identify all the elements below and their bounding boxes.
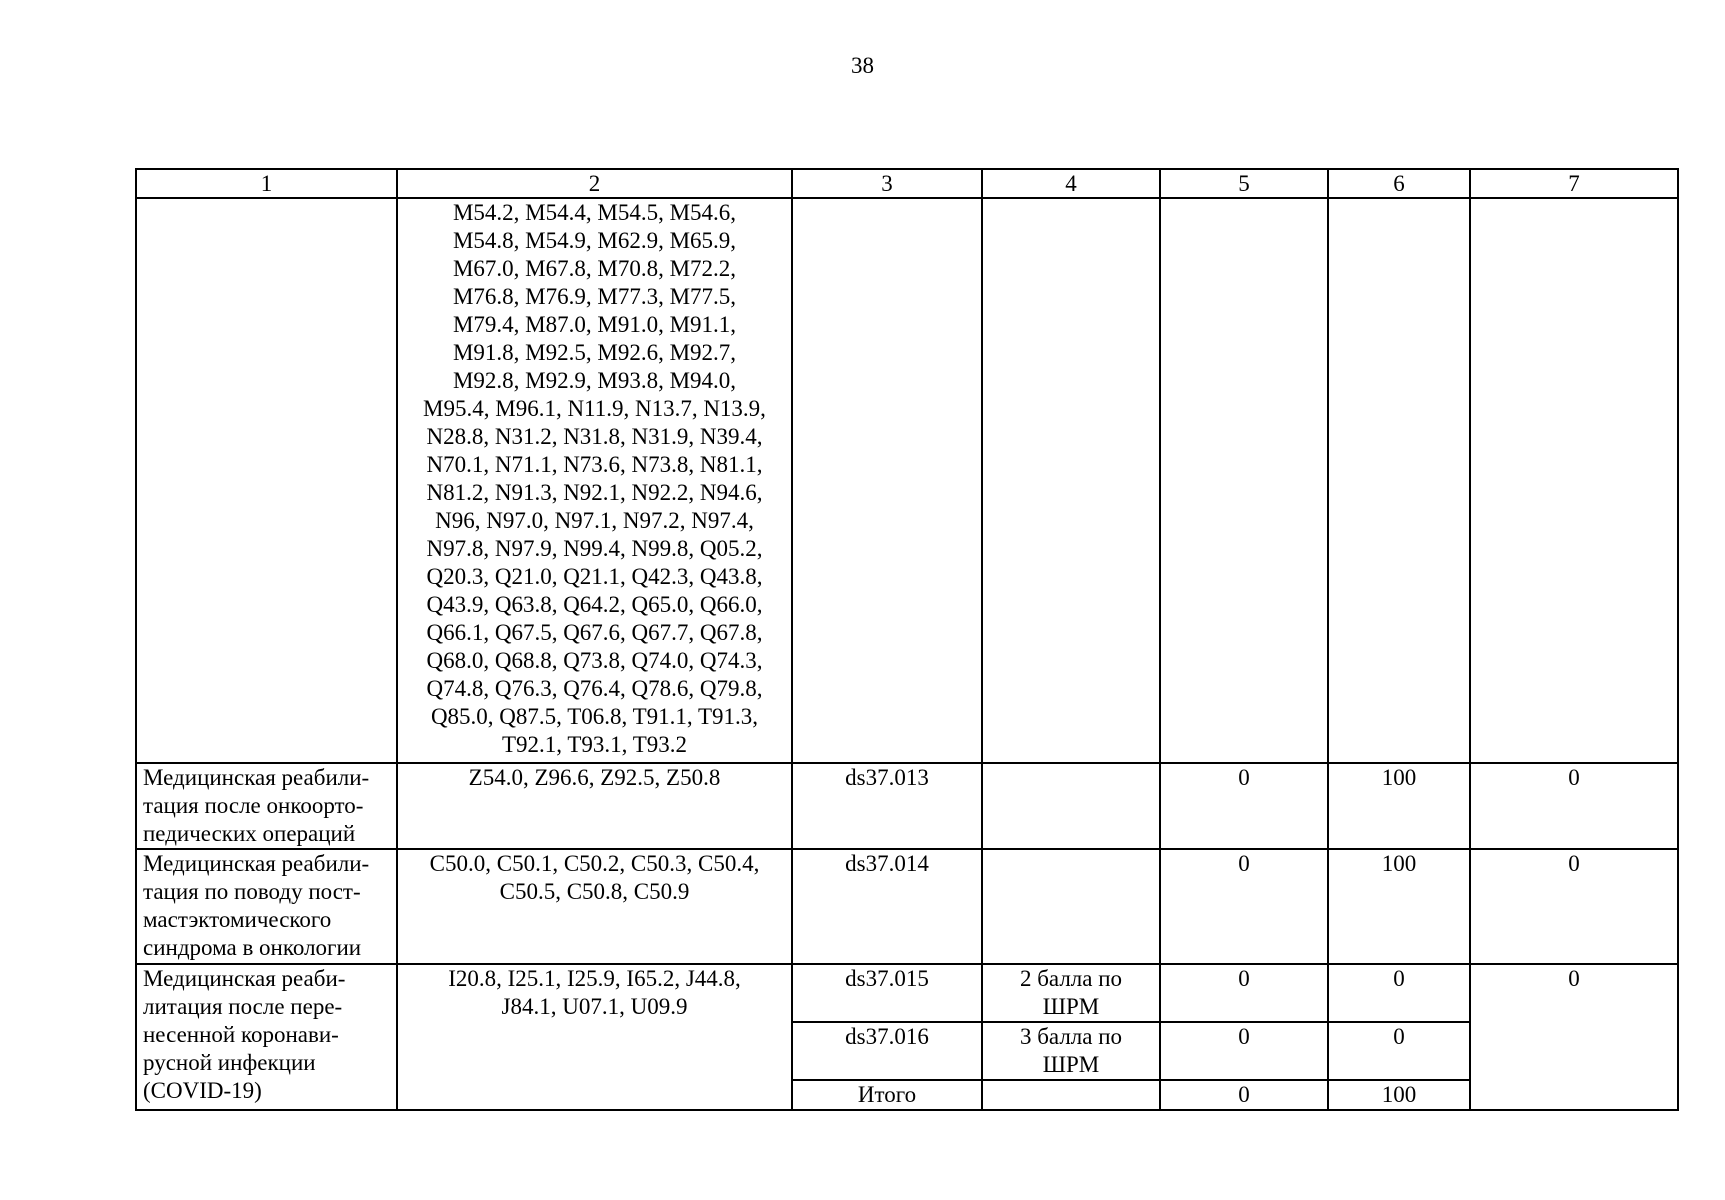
cell-diagnosis-codes: I20.8, I25.1, I25.9, I65.2, J44.8, J84.1, U07.1, U09.9 [397,964,792,1110]
cell-empty [792,198,982,763]
column-number-row [136,169,1678,198]
cell-group-code: ds37.014 [792,849,982,964]
cell-rehab-name: Медицинская реаби- литация после пере- несенной коронави- русной инфекции (COVID-19) [136,964,397,1110]
cell-empty-name [136,198,397,763]
cell-col5: 0 [1160,1022,1328,1080]
cell-col5: 0 [1160,763,1328,849]
cell-criterion [982,1080,1160,1110]
column-header-6: 6 [1328,169,1470,198]
cell-criterion: 3 балла по ШРМ [982,1022,1160,1080]
table-row-continuation [136,198,1678,763]
table-row [136,849,1678,964]
cell-rehab-name: Медицинская реабили- тация по поводу пост- мастэктомического синдрома в онкологии [136,849,397,964]
cell-diagnosis-codes: M54.2, M54.4, M54.5, M54.6, M54.8, M54.9, M62.9, M65.9, M67.0, M67.8, M70.8, M72.2, M76.8, M76.9, M77.3, M77.5, M79.4, M87.0, M91.0, M91.1, M91.8, M92.5, M92.6, M92.7, M92.8, M92.9, M93.8, M94.0, M95.4, M96.1, N11.9, N13.7, N13.9, N28.8, N31.2, N31.8, N31.9, N39.4, N70.1, N71.1, N73.6, N73.8, N81.1, N81.2, N91.3, N92.1, N92.2, N94.6, N96, N97.0, N97.1, N97.2, N97.4, N97.8, N97.9, N99.4, N99.8, Q05.2, Q20.3, Q21.0, Q21.1, Q42.3, Q43.8, Q43.9, Q63.8, Q64.2, Q65.0, Q66.0, Q66.1, Q67.5, Q67.6, Q67.7, Q67.8, Q68.0, Q68.8, Q73.8, Q74.0, Q74.3, Q74.8, Q76.3, Q76.4, Q78.6, Q79.8, Q85.0, Q87.5, T06.8, T91.1, T91.3, T92.1, T93.1, T93.2 [397,198,792,763]
column-header-7: 7 [1470,169,1678,198]
cell-col6: 100 [1328,763,1470,849]
column-header-4: 4 [982,169,1160,198]
cell-diagnosis-codes: Z54.0, Z96.6, Z92.5, Z50.8 [397,763,792,849]
cell-total-label: Итого [792,1080,982,1110]
cell-col6: 0 [1328,964,1470,1022]
cell-col7: 0 [1470,849,1678,964]
cell-col6: 0 [1328,1022,1470,1080]
cell-group-code: ds37.015 [792,964,982,1022]
cell-criterion: 2 балла по ШРМ [982,964,1160,1022]
cell-empty [982,198,1160,763]
cell-criterion [982,849,1160,964]
tariff-table [135,168,1679,1111]
column-header-3: 3 [792,169,982,198]
cell-empty [1160,198,1328,763]
column-header-2: 2 [397,169,792,198]
page-number: 38 [851,53,874,78]
cell-empty [1328,198,1470,763]
cell-criterion [982,763,1160,849]
column-header-1: 1 [136,169,397,198]
column-header-5: 5 [1160,169,1328,198]
cell-col5: 0 [1160,1080,1328,1110]
cell-col5: 0 [1160,849,1328,964]
cell-col7: 0 [1470,964,1678,1110]
cell-diagnosis-codes: C50.0, C50.1, C50.2, C50.3, C50.4, C50.5, C50.8, C50.9 [397,849,792,964]
cell-col6: 100 [1328,1080,1470,1110]
cell-col6: 100 [1328,849,1470,964]
cell-col7: 0 [1470,763,1678,849]
cell-col5: 0 [1160,964,1328,1022]
cell-group-code: ds37.013 [792,763,982,849]
cell-empty [1470,198,1678,763]
cell-group-code: ds37.016 [792,1022,982,1080]
cell-rehab-name: Медицинская реабили- тация после онкоорто- педических операций [136,763,397,849]
table-row-covid [136,964,1678,1022]
table-row [136,763,1678,849]
